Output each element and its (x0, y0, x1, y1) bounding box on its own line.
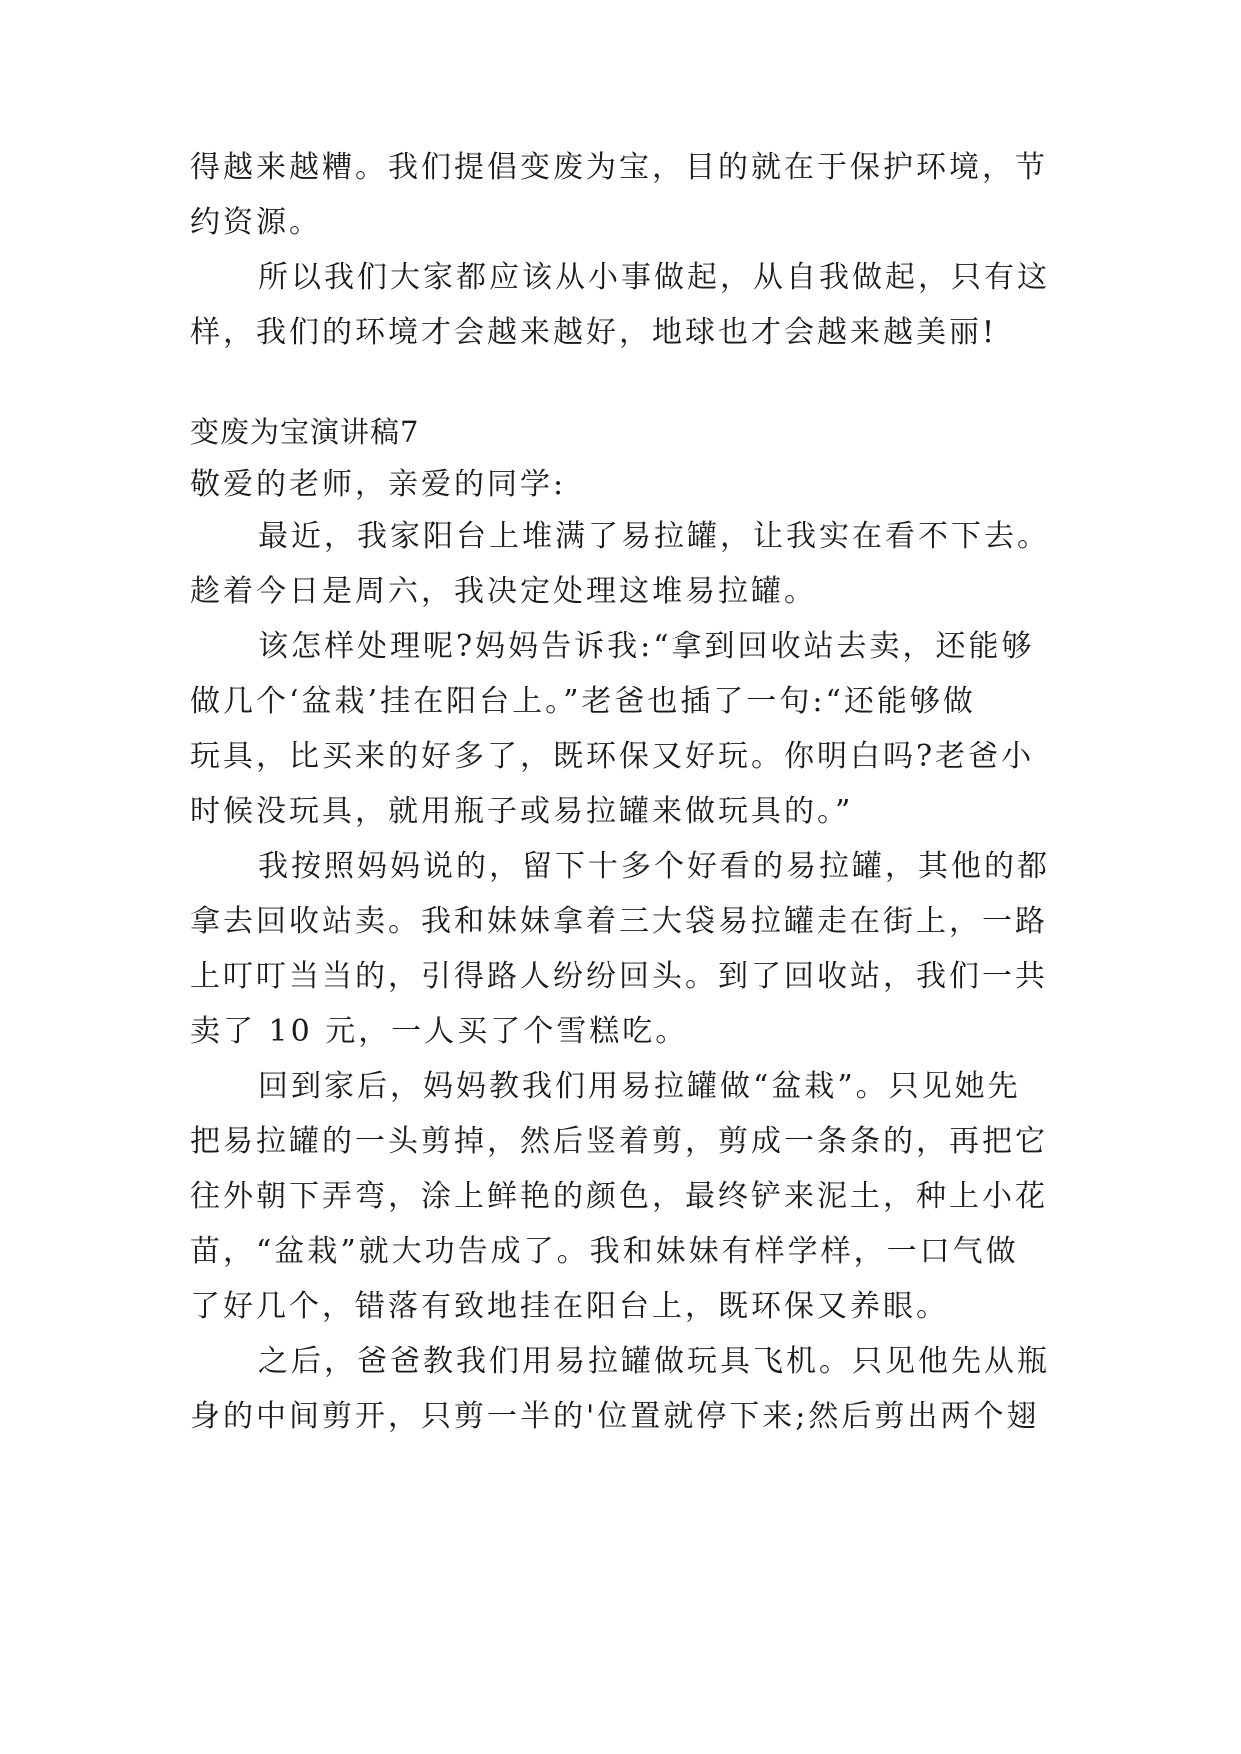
text-line: 约资源。 (190, 205, 322, 240)
text-line: 了好几个，错落有致地挂在阳台上，既环保又养眼。 (190, 1289, 949, 1324)
text-line: 我按照妈妈说的，留下十多个好看的易拉罐，其他的都 (258, 849, 1050, 884)
text-line: 玩具，比买来的好多了，既环保又好玩。你明白吗?老爸小 (190, 739, 1035, 774)
salutation: 敬爱的老师，亲爱的同学: (190, 467, 567, 502)
text-line: 卖了 10 元，一人买了个雪糕吃。 (190, 1014, 689, 1049)
text-line: 趁着今日是周六，我决定处理这堆易拉罐。 (190, 574, 817, 609)
text-line: 往外朝下弄弯，涂上鲜艳的颜色，最终铲来泥土，种上小花 (190, 1179, 1048, 1214)
text-line: 把易拉罐的一头剪掉，然后竖着剪，剪成一条条的，再把它 (190, 1124, 1048, 1159)
text-line: 做几个‘盆栽’挂在阳台上。”老爸也插了一句:“还能够做 (190, 684, 976, 719)
text-line: 所以我们大家都应该从小事做起，从自我做起，只有这 (258, 260, 1050, 295)
text-line: 上叮叮当当的，引得路人纷纷回头。到了回收站，我们一共 (190, 959, 1048, 994)
text-line: 回到家后，妈妈教我们用易拉罐做“盆栽”。只见她先 (258, 1069, 1021, 1104)
text-line: 拿去回收站卖。我和妹妹拿着三大袋易拉罐走在街上，一路 (190, 904, 1048, 939)
text-line: 苗，“盆栽”就大功告成了。我和妹妹有样学样，一口气做 (190, 1234, 1019, 1269)
text-line: 样，我们的环境才会越来越好，地球也才会越来越美丽! (190, 315, 998, 350)
section-heading: 变废为宝演讲稿7 (190, 415, 420, 449)
text-line: 最近，我家阳台上堆满了易拉罐，让我实在看不下去。 (258, 519, 1050, 554)
text-line: 该怎样处理呢?妈妈告诉我:“拿到回收站去卖，还能够 (258, 629, 1035, 664)
text-line: 时候没玩具，就用瓶子或易拉罐来做玩具的。” (190, 794, 854, 829)
text-line: 身的中间剪开，只剪一半的'位置就停下来;然后剪出两个翅 (190, 1399, 1040, 1434)
text-line: 之后，爸爸教我们用易拉罐做玩具飞机。只见他先从瓶 (258, 1344, 1050, 1379)
text-line: 得越来越糟。我们提倡变废为宝，目的就在于保护环境，节 (190, 150, 1048, 185)
